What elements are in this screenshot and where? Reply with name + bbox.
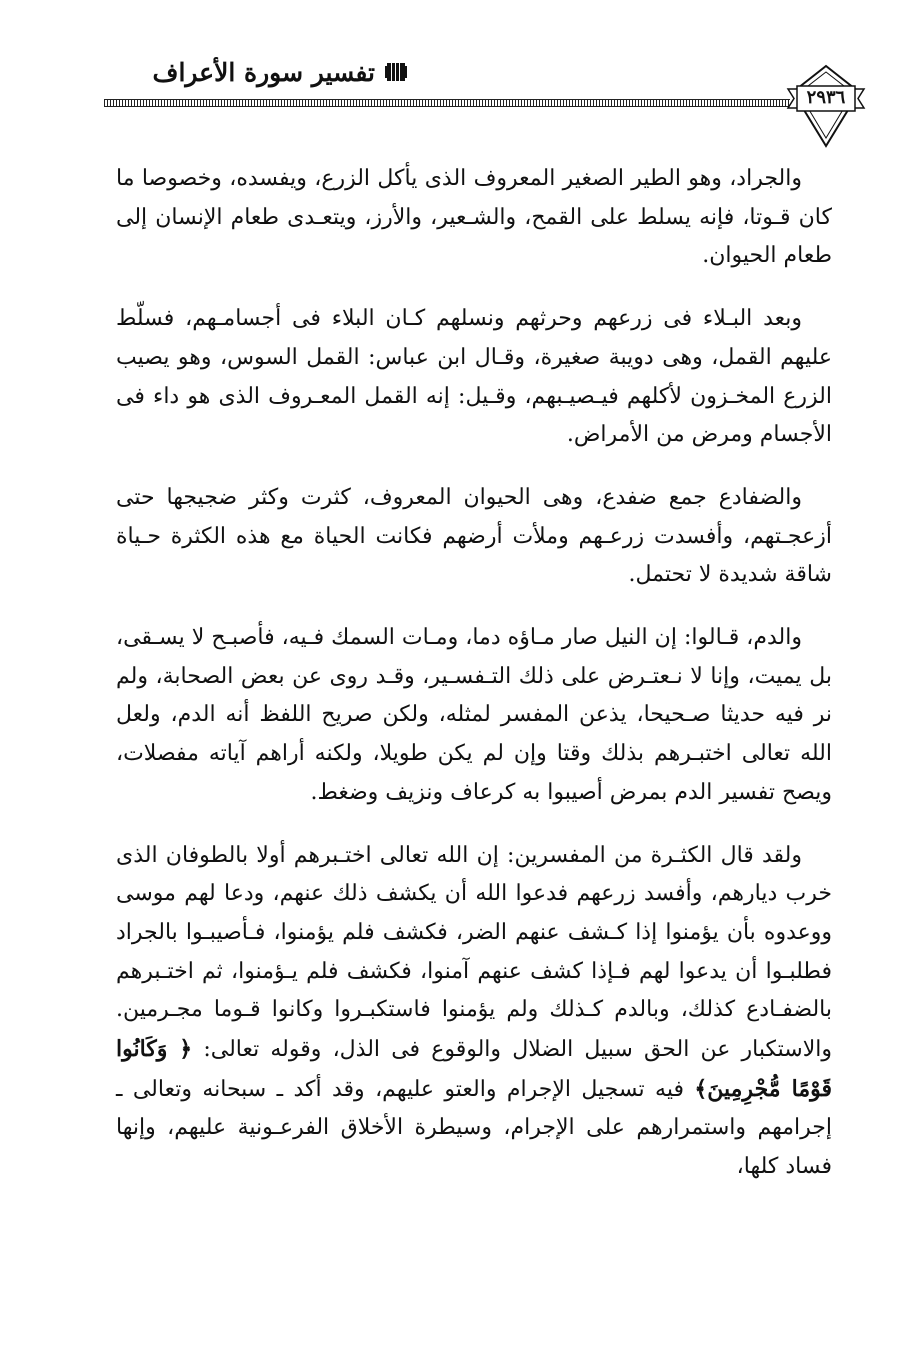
- paragraph-lice: وبعد البـلاء فى زرعهم وحرثهم ونسلهم كـان البلاء فى أجسامـهم، فسلّط عليهم القمل، وهى دويبة صغيرة، وقـال ابن عباس: القمل السوس، وهو يصيب الزرع المخـزون لأكلهم فيـصيـبهم، وقـيل: إنه القمل المعـروف الذى هو داء فى الأجسام ومرض من الأمراض.: [116, 306, 832, 448]
- paragraph-text-after-verse: فيه تسجيل الإجرام والعتو عليهم، وقد أكد ـ سبحانه وتعالى ـ إجرامهم واستمرارهم على الإجرام، وسيطرة الأخلاق الفرعـونية عليهم، وإنها فساد كلها،: [116, 1076, 832, 1180]
- paragraph-blood: والدم، قـالوا: إن النيل صار مـاؤه دما، ومـات السمك فـيه، فأصبـح لا يسـقى، بل يميت، وإنا لا نـعتـرض على ذلك التـفسـير، وقـد روى عن بعض الصحابة، ولم نر فيه حديثا صـحيحا، يذعن المفسر لمثله، ولكن صريح اللفظ أنه الدم، ولعل الله تعالى اختبـرهم بذلك وقتا وإن لم يكن طويلا، ولكنه أراهم آياته مفصلات، ويصح تفسير الدم بمرض أصيبوا به كرعاف ونزيف وضغط.: [116, 625, 832, 805]
- header-rule-bottom: [104, 106, 790, 107]
- body-text: [116, 160, 832, 1187]
- paragraph-frogs: والضفادع جمع ضفدع، وهى الحيوان المعروف، كثرت وكثر ضجيجها حتى أزعجـتهم، وأفسدت زرعـهم وملأت أرضهم فكانت الحياة مع هذه الكثرة حـياة شاقة شديدة لا تحتمل.: [116, 484, 832, 588]
- paragraph-text-before-verse: ولقد قال الكثـرة من المفسرين: إن الله تعالى اختـبرهم أولا بالطوفان الذى خرب ديارهم، وأفسد زرعهم فدعوا الله أن يكشف ذلك عنهم، ودعا لهم موسى ووعدوه بأن يؤمنوا إذا كـشف عنهم الضر، فكشف فلم يؤمنوا، فـأصيبـوا بالجراد فطلبـوا أن يدعوا لهم فـإذا كشف عنهم آمنوا، فكشف فلم يـؤمنوا، ثم اختـبرهم بالضفـادع كذلك، وبالدم كـذلك ولم يؤمنوا فاستكبـروا وكانوا قـوما مجـرمين. والاستكبار عن الحق سبيل الضلال والوقوع فى الذل، وقوله تعالى:: [116, 842, 833, 1063]
- quran-verse-quote: ﴿ وَكَانُوا قَوْمًا مُّجْرِمِينَ﴾: [116, 1036, 832, 1102]
- running-header-title: تفسير سورة الأعراف: [152, 58, 375, 87]
- paragraph-commentators: [116, 837, 832, 1187]
- paragraph-locusts: والجراد، وهو الطير الصغير المعروف الذى يأكل الزرع، ويفسده، وخصوصا ما كان قـوتا، فإنه يسلط على القمح، والشـعير، والأرز، ويتعـدى طعام الإنسان إلى طعام الحيوان.: [116, 166, 832, 269]
- header-ornament-icon: [383, 62, 409, 82]
- page-number: ٢٩٣٦: [806, 87, 846, 108]
